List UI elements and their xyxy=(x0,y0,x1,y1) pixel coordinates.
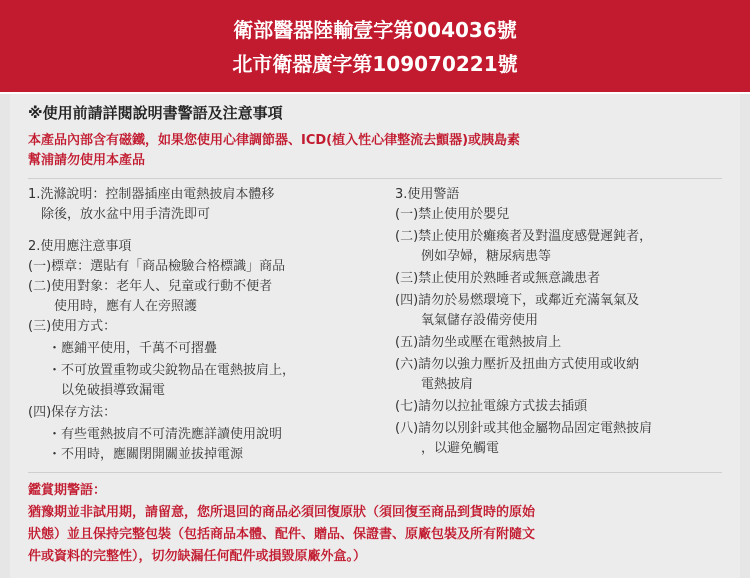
section-divider xyxy=(28,178,722,179)
left-bullet: ・應鋪平使用，千萬不可摺疊 xyxy=(48,341,218,356)
right-line: 3.使用警語 xyxy=(395,187,460,202)
right-line: (八)請勿以別針或其他金屬物品固定電熱披肩 xyxy=(395,421,653,436)
left-bullet: ・不用時，應關閉開關並拔掉電源 xyxy=(48,447,244,462)
right-line: ，以避免觸電 xyxy=(395,441,500,456)
right-line: (四)請勿於易燃環境下，或鄰近充滿氧氣及 xyxy=(395,293,640,308)
right-line: (一)禁止使用於嬰兒 xyxy=(395,207,510,222)
left-line: 使用時，應有人在旁照護 xyxy=(28,299,198,314)
period-line-1: 猶豫期並非試用期，請留意，您所退回的商品必須回復原狀（須回復至商品到貨時的原始 xyxy=(28,505,536,520)
period-title: 鑑賞期警語： xyxy=(28,483,107,498)
right-line: 電熱披肩 xyxy=(395,377,474,392)
notice-panel xyxy=(0,94,750,578)
registration-number-1: 衛部醫器陸輸壹字第004036號 xyxy=(233,18,517,42)
section-divider xyxy=(28,472,722,473)
left-line: 2.使用應注意事項 xyxy=(28,239,132,254)
right-line: (二)禁止使用於癱瘓者及對溫度感覺遲鈍者， xyxy=(395,229,653,244)
left-line: 1.洗滌說明：控制器插座由電熱披肩本體移 xyxy=(28,187,275,202)
period-line-2: 狀態）並且保持完整包裝（包括商品本體、配件、贈品、保證書、原廠包裝及所有附隨文 xyxy=(28,527,536,542)
notice-title: ※使用前請詳閱說明書警語及注意事項 xyxy=(28,104,283,122)
right-line: (五)請勿坐或壓在電熱披肩上 xyxy=(395,335,562,350)
right-line: 氧氣儲存設備旁使用 xyxy=(395,313,539,328)
left-line: (一)標章：選貼有「商品檢驗合格標識」商品 xyxy=(28,259,286,274)
notice-panel-inner xyxy=(10,94,740,578)
period-line-3: 件或資料的完整性），切勿缺漏任何配件或損毀原廠外盒。） xyxy=(28,549,367,564)
left-line: (四)保存方法： xyxy=(28,405,117,420)
left-line: (三)使用方式： xyxy=(28,319,117,334)
left-bullet: ・不可放置重物或尖銳物品在電熱披肩上， xyxy=(48,363,296,378)
registration-number-2: 北市衛器廣字第109070221號 xyxy=(232,52,518,76)
right-line: 例如孕婦，糖尿病患等 xyxy=(395,249,552,264)
right-line: (六)請勿以強力壓折及扭曲方式使用或收納 xyxy=(395,357,640,372)
left-bullet: ・有些電熱披肩不可清洗應詳讀使用說明 xyxy=(48,427,283,442)
magnet-warning-line-2: 幫浦請勿使用本產品 xyxy=(28,153,146,168)
registration-header xyxy=(0,0,750,92)
right-line: (七)請勿以拉扯電線方式拔去插頭 xyxy=(395,399,588,414)
right-line: (三)禁止使用於熟睡者或無意識患者 xyxy=(395,271,601,286)
left-line: 除後，放水盆中用手清洗即可 xyxy=(28,207,211,222)
left-bullet: 以免破損導致漏電 xyxy=(48,383,166,398)
magnet-warning-line-1: 本產品內部含有磁鐵，如果您使用心律調節器、ICD(植入性心律整流去顫器)或胰島素 xyxy=(28,133,521,148)
left-line: (二)使用對象：老年人、兒童或行動不便者 xyxy=(28,279,273,294)
